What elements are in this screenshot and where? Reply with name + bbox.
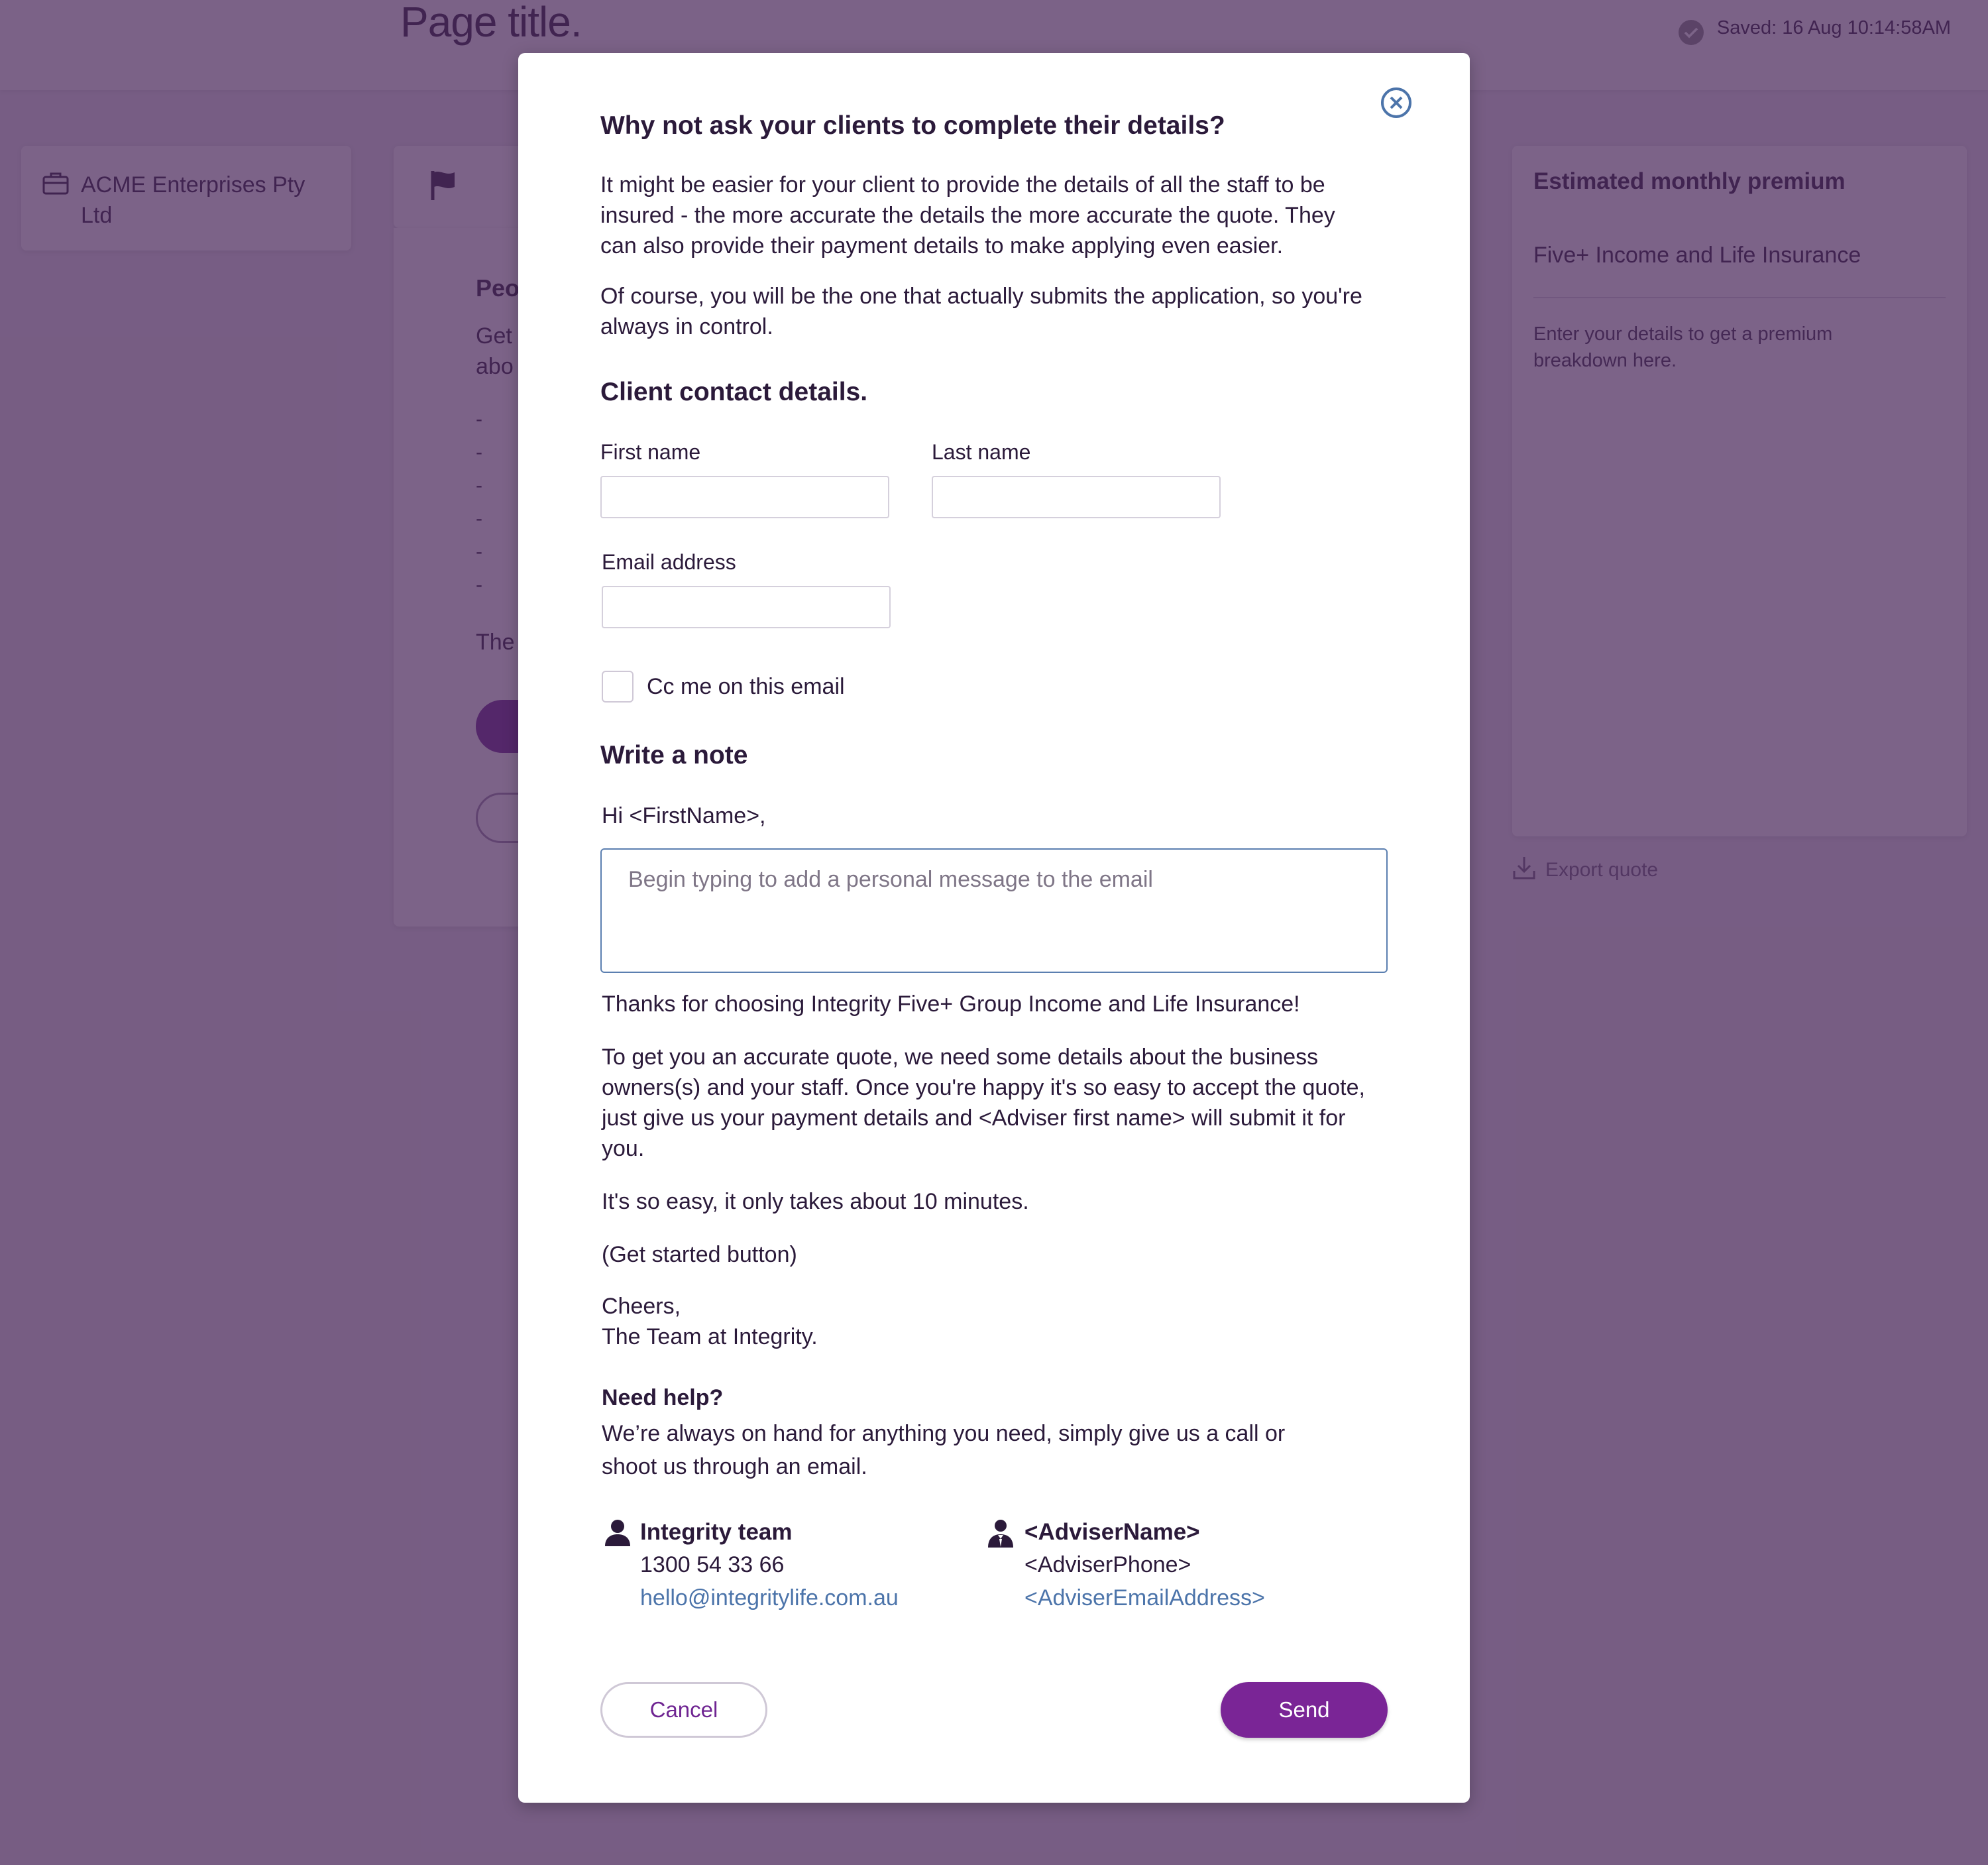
person-icon xyxy=(604,1519,631,1550)
adviser-icon xyxy=(987,1519,1014,1552)
cc-me-checkbox[interactable] xyxy=(602,671,634,703)
cancel-button[interactable]: Cancel xyxy=(600,1682,767,1738)
contact-heading: Client contact details. xyxy=(600,378,868,406)
contact-name: Integrity team xyxy=(640,1519,793,1545)
note-heading: Write a note xyxy=(600,741,748,769)
request-details-modal xyxy=(518,53,1470,1803)
cc-me-label[interactable]: Cc me on this email xyxy=(647,674,845,699)
send-button[interactable]: Send xyxy=(1221,1682,1388,1738)
greeting-text: Hi <FirstName>, xyxy=(602,803,766,828)
modal-title: Why not ask your clients to complete their details? xyxy=(600,111,1225,140)
email-body-text: To get you an accurate quote, we need some details about the business owners(s) and your staff. Once you're happy it's so easy to accept the quote, just give us your payment details and <Adviser first name> will submit it for you. xyxy=(602,1045,1365,1161)
email-body-text: It's so easy, it only takes about 10 minutes. xyxy=(602,1189,1029,1214)
intro-paragraph: Of course, you will be the one that actually submits the application, so you're always in control. xyxy=(600,284,1362,339)
signoff-text: The Team at Integrity. xyxy=(602,1324,818,1349)
first-name-label: First name xyxy=(600,440,701,464)
email-label: Email address xyxy=(602,550,736,574)
contact-name: <AdviserName> xyxy=(1024,1519,1200,1545)
signoff-text: Cheers, xyxy=(602,1294,681,1319)
contact-email-link[interactable]: hello@integritylife.com.au xyxy=(640,1585,899,1611)
personal-message-textarea[interactable] xyxy=(600,848,1388,973)
close-icon[interactable] xyxy=(1380,86,1413,119)
help-heading: Need help? xyxy=(602,1385,724,1410)
intro-paragraph: It might be easier for your client to provide the details of all the staff to be insured - the more accurate the details the more accurate the quote. They can also provide their payment details to make applying even easier. xyxy=(600,172,1335,258)
last-name-label: Last name xyxy=(932,440,1031,464)
email-input[interactable] xyxy=(602,586,891,628)
email-body-text: Thanks for choosing Integrity Five+ Group Income and Life Insurance! xyxy=(602,991,1300,1017)
contact-phone: 1300 54 33 66 xyxy=(640,1552,785,1577)
last-name-input[interactable] xyxy=(932,476,1221,518)
contact-phone: <AdviserPhone> xyxy=(1024,1552,1191,1577)
help-text: We’re always on hand for anything you need, simply give us a call or shoot us through an email. xyxy=(602,1421,1286,1479)
email-body-text: (Get started button) xyxy=(602,1242,797,1267)
first-name-input[interactable] xyxy=(600,476,889,518)
contact-email-link[interactable]: <AdviserEmailAddress> xyxy=(1024,1585,1265,1611)
